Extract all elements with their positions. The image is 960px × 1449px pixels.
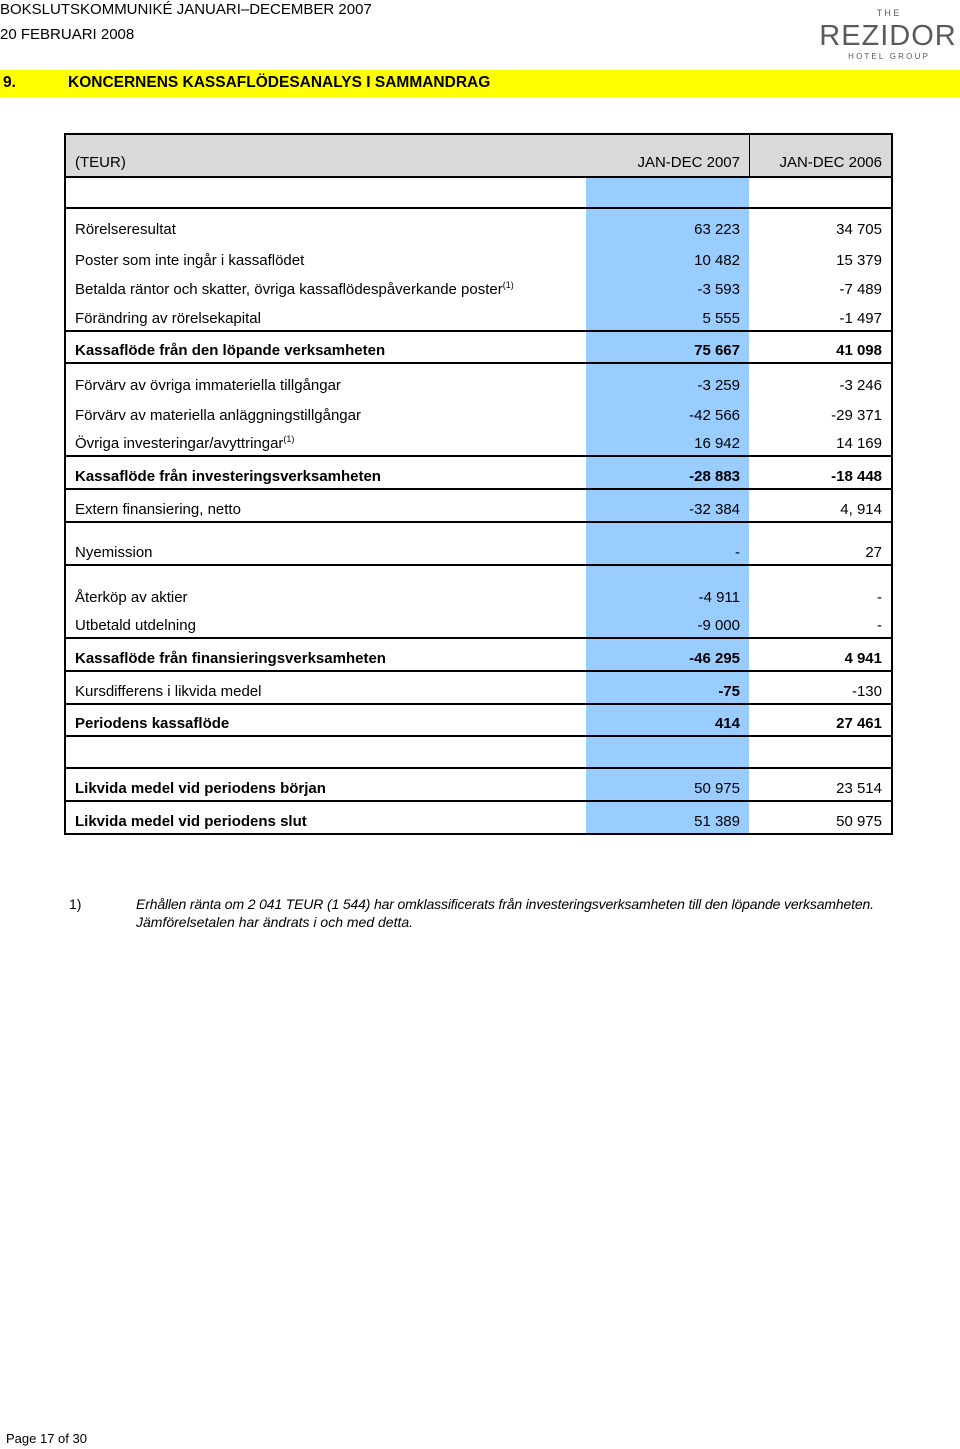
section-title: KONCERNENS KASSAFLÖDESANALYS I SAMMANDRAG xyxy=(68,74,491,91)
report-date: 20 FEBRUARI 2008 xyxy=(0,26,135,43)
row-label: Likvida medel vid periodens slut xyxy=(75,813,307,830)
row-label: Förvärv av materiella anläggningstillgångar xyxy=(75,407,361,424)
value-2006: -130 xyxy=(851,683,882,700)
value-2006: -29 371 xyxy=(831,407,882,424)
value-2006: -7 489 xyxy=(839,281,882,298)
logo-subtitle: H O T E L G R O U P xyxy=(848,52,928,61)
value-2006: 4 941 xyxy=(844,650,882,667)
value-2006: 23 514 xyxy=(836,780,882,797)
subtotal-row xyxy=(66,639,891,672)
value-2007: 10 482 xyxy=(694,252,740,269)
table-row xyxy=(66,672,891,705)
value-2007: 51 389 xyxy=(694,813,740,830)
value-2007: -32 384 xyxy=(689,501,740,518)
value-2006: 41 098 xyxy=(836,342,882,359)
table-row xyxy=(66,427,891,457)
logo-name: REZIDOR xyxy=(819,20,957,52)
footnote-marker: 1) xyxy=(69,896,82,912)
table-row xyxy=(66,209,891,241)
row-label: Likvida medel vid periodens början xyxy=(75,780,326,797)
value-2006: - xyxy=(877,589,882,606)
value-2007: 50 975 xyxy=(694,780,740,797)
table-row xyxy=(66,364,891,397)
value-2006: 14 169 xyxy=(836,435,882,452)
row-label: Kassaflöde från den löpande verksamheten xyxy=(75,342,386,359)
header-jan-dec-2006: JAN-DEC 2006 xyxy=(779,154,882,171)
value-2006: 15 379 xyxy=(836,252,882,269)
value-2006: -1 497 xyxy=(839,310,882,327)
logo-the: T H E xyxy=(876,8,900,18)
rezidor-logo xyxy=(818,3,958,63)
value-2007: - xyxy=(735,544,740,561)
value-2007: 16 942 xyxy=(694,435,740,452)
section-number: 9. xyxy=(3,74,16,91)
row-label: Kursdifferens i likvida medel xyxy=(75,683,262,700)
value-2007: -75 xyxy=(718,683,740,700)
table-row xyxy=(66,769,891,802)
row-label: Extern finansiering, netto xyxy=(75,501,241,518)
value-2006: 27 xyxy=(865,544,882,561)
value-2006: -3 246 xyxy=(839,377,882,394)
cashflow-table xyxy=(64,133,893,835)
value-2007: -46 295 xyxy=(689,650,740,667)
value-2007: -42 566 xyxy=(689,407,740,424)
table-row xyxy=(66,523,891,566)
total-row xyxy=(66,705,891,737)
header-jan-dec-2007: JAN-DEC 2007 xyxy=(637,154,740,171)
value-2007: 63 223 xyxy=(694,221,740,238)
table-row xyxy=(66,397,891,427)
value-2007: 75 667 xyxy=(694,342,740,359)
row-label: Periodens kassaflöde xyxy=(75,715,230,732)
spacer-row xyxy=(66,737,891,769)
value-2007: -4 911 xyxy=(698,589,740,606)
value-2007: -28 883 xyxy=(689,468,740,485)
value-2007: -3 593 xyxy=(697,281,740,298)
currency-label: (TEUR) xyxy=(75,154,126,171)
value-2007: -9 000 xyxy=(697,617,740,634)
row-label: Förvärv av övriga immateriella tillgångar xyxy=(75,377,341,394)
value-2007: 5 555 xyxy=(702,310,740,327)
table-row xyxy=(66,301,891,332)
row-label: Kassaflöde från finansieringsverksamheten xyxy=(75,650,386,667)
row-label: Poster som inte ingår i kassaflödet xyxy=(75,252,305,269)
row-label: Rörelseresultat xyxy=(75,221,176,238)
report-title: BOKSLUTSKOMMUNIKÉ JANUARI–DECEMBER 2007 xyxy=(0,1,372,18)
row-label: Återköp av aktier xyxy=(75,589,188,606)
value-2007: -3 259 xyxy=(697,377,740,394)
subtotal-row xyxy=(66,457,891,490)
table-row xyxy=(66,272,891,301)
footnote-line-1: Erhållen ränta om 2 041 TEUR (1 544) har omklassificerats från investeringsverksamheten till den löpande verksamheten. xyxy=(136,896,874,912)
table-row xyxy=(66,802,891,833)
page-number: Page 17 of 30 xyxy=(6,1431,87,1446)
value-2007: 414 xyxy=(714,715,740,732)
value-2006: - xyxy=(877,617,882,634)
row-label: Utbetald utdelning xyxy=(75,617,196,634)
footnote-text xyxy=(136,895,958,931)
row-label: Förändring av rörelsekapital xyxy=(75,310,261,327)
row-label: Betalda räntor och skatter, övriga kassaflödespåverkande poster$^{(1)}$ xyxy=(75,280,514,298)
table-row xyxy=(66,241,891,272)
value-2006: 50 975 xyxy=(836,813,882,830)
value-2006: 4, 914 xyxy=(840,501,882,518)
table-row xyxy=(66,490,891,523)
value-2006: 27 461 xyxy=(836,715,882,732)
subtotal-row xyxy=(66,332,891,364)
spacer-row xyxy=(66,178,891,209)
table-header xyxy=(66,135,891,178)
row-label: Övriga investeringar/avyttringar$^{(1)}$ xyxy=(75,434,295,452)
footnote-line-2: Jämförelsetalen har ändrats i och med detta. xyxy=(136,914,414,930)
value-2006: -18 448 xyxy=(831,468,882,485)
row-label: Nyemission xyxy=(75,544,153,561)
value-2006: 34 705 xyxy=(836,221,882,238)
table-row xyxy=(66,566,891,609)
table-row xyxy=(66,609,891,639)
row-label: Kassaflöde från investeringsverksamheten xyxy=(75,468,381,485)
